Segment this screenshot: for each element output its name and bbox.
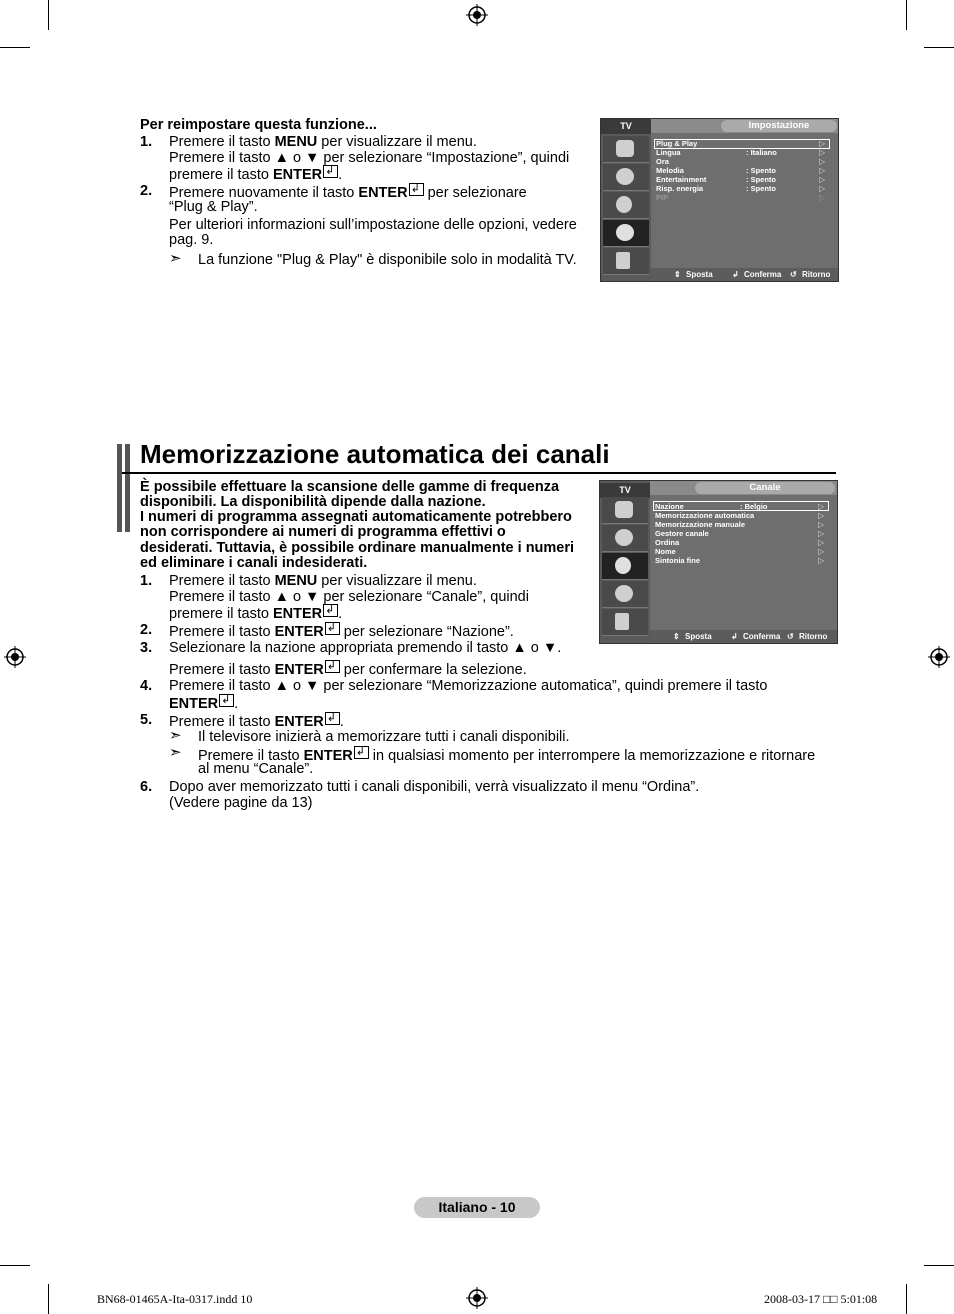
menu-item[interactable]: Risp. energia — [656, 184, 704, 193]
picture-menu-icon — [603, 136, 649, 163]
page-number-badge: Italiano - 10 — [414, 1197, 540, 1218]
menu-item-value: : Spento — [746, 166, 776, 175]
menu-item[interactable]: Ora — [656, 157, 669, 166]
arrow-right-icon: ▷ — [818, 547, 825, 556]
menu-item[interactable]: Nazione — [655, 502, 684, 511]
updown-icon: ⇕ — [673, 632, 680, 641]
step-text: Premere il tasto ▲ o ▼ per selezionare “Memorizzazione automatica”, quindi premere il tasto — [169, 678, 768, 694]
step-number: 1. — [140, 573, 153, 589]
crop-mark — [906, 1284, 907, 1314]
step-number: 2. — [140, 183, 153, 199]
menu-footer — [651, 268, 838, 281]
intro-text: non corrispondere ai numeri di programma effettivi o — [140, 524, 506, 540]
tv-label: TV — [600, 483, 650, 498]
step-text: Premere il tasto ENTER↲ per confermare la selezione. — [169, 660, 527, 678]
sound-menu-icon — [602, 525, 648, 552]
footer-move: Sposta — [685, 632, 712, 641]
arrow-right-icon: ▷ — [819, 193, 826, 202]
step-number: 6. — [140, 779, 153, 795]
input-menu-icon — [603, 248, 649, 275]
note-arrow-icon: ➣ — [169, 250, 182, 267]
step-number: 1. — [140, 134, 153, 150]
arrow-right-icon: ▷ — [819, 166, 826, 175]
arrow-right-icon: ▷ — [818, 529, 825, 538]
step-text: (Vedere pagine da 13) — [169, 795, 313, 811]
intro-text: desiderati. Tuttavia, è possibile ordinare manualmente i numeri — [140, 540, 575, 556]
registration-mark-icon — [4, 646, 26, 668]
menu-item[interactable]: Memorizzazione manuale — [655, 520, 746, 529]
setup-menu-icon — [602, 581, 648, 608]
menu-item-value: : Italiano — [746, 148, 777, 157]
arrow-right-icon: ▷ — [819, 175, 826, 184]
note-text: al menu “Canale”. — [198, 761, 314, 777]
step-text: Per ulteriori informazioni sull’impostazione delle opzioni, vedere — [169, 217, 577, 233]
tv-label: TV — [601, 119, 651, 134]
title-underline — [122, 472, 836, 474]
arrow-right-icon: ▷ — [818, 538, 825, 547]
enter-icon — [323, 165, 338, 178]
step-text: Dopo aver memorizzato tutti i canali disponibili, verrà visualizzato il menu “Ordina”. — [169, 779, 700, 795]
enter-icon — [354, 746, 369, 759]
footer-move: Sposta — [686, 270, 713, 279]
intro-text: È possibile effettuare la scansione delle gamme di frequenza — [140, 479, 560, 495]
enter-icon — [325, 660, 340, 673]
enter-icon — [325, 622, 340, 635]
menu-footer — [650, 630, 837, 643]
section1-heading: Per reimpostare questa funzione... — [140, 117, 377, 133]
menu-item[interactable]: Sintonia fine — [655, 556, 700, 565]
arrow-right-icon: ▷ — [819, 139, 826, 148]
channel-menu-icon — [603, 192, 649, 219]
enter-icon — [219, 694, 234, 707]
menu-item[interactable]: Nome — [655, 547, 676, 556]
step-text: premere il tasto ENTER↲ . — [169, 604, 342, 622]
menu-title: Canale — [695, 482, 835, 494]
registration-mark-icon — [466, 1287, 488, 1309]
menu-title: Impostazione — [721, 120, 837, 132]
title-bar-accent — [125, 444, 130, 532]
intro-text: disponibili. La disponibilità dipende dalla nazione. — [140, 494, 486, 510]
arrow-right-icon: ▷ — [818, 556, 825, 565]
step-text: ENTER↲ . — [169, 694, 238, 712]
footer-timestamp: 2008-03-17 □□ 5:01:08 — [764, 1292, 878, 1306]
menu-item[interactable]: Ordina — [655, 538, 680, 547]
footer-return: Ritorno — [799, 632, 828, 641]
arrow-right-icon: ▷ — [819, 148, 826, 157]
menu-item[interactable]: Lingua — [656, 148, 681, 157]
intro-text: I numeri di programma assegnati automaticamente potrebbero — [140, 509, 572, 525]
enter-icon: ↲ — [732, 270, 739, 279]
step-text: Premere il tasto ENTER↲ per selezionare “Nazione”. — [169, 622, 514, 640]
step-number: 5. — [140, 712, 153, 728]
footer-enter: Conferma — [744, 270, 782, 279]
channel-menu-icon — [602, 553, 648, 580]
menu-item-value: : Belgio — [740, 502, 768, 511]
crop-mark — [924, 1265, 954, 1266]
note-text: La funzione "Plug & Play" è disponibile solo in modalità TV. — [198, 252, 577, 268]
enter-icon — [325, 712, 340, 725]
sound-menu-icon — [603, 164, 649, 191]
setup-menu-icon — [603, 220, 649, 247]
crop-mark — [48, 1284, 49, 1314]
step-text: Premere il tasto MENU per visualizzare il menu. — [169, 573, 477, 589]
tv-menu-screen-impostazione — [600, 118, 839, 282]
menu-item[interactable]: Gestore canale — [655, 529, 709, 538]
step-text: Premere il tasto ▲ o ▼ per selezionare “Canale”, quindi — [169, 589, 529, 605]
picture-menu-icon — [602, 497, 648, 524]
note-text: Il televisore inizierà a memorizzare tutti i canali disponibili. — [198, 729, 570, 745]
menu-item-value: : Spento — [746, 175, 776, 184]
menu-item[interactable]: Entertainment — [656, 175, 707, 184]
arrow-right-icon: ▷ — [818, 520, 825, 529]
step-number: 3. — [140, 640, 153, 656]
enter-icon: ↲ — [731, 632, 738, 641]
menu-item[interactable]: Memorizzazione automatica — [655, 511, 755, 520]
crop-mark — [0, 47, 30, 48]
step-text: premere il tasto ENTER↲ . — [169, 165, 342, 183]
crop-mark — [48, 0, 49, 30]
menu-item[interactable]: Melodia — [656, 166, 684, 175]
enter-icon — [409, 183, 424, 196]
return-icon: ↺ — [787, 632, 794, 641]
step-number: 4. — [140, 678, 153, 694]
step-text: Premere il tasto ENTER↲ . — [169, 712, 344, 730]
enter-icon — [323, 604, 338, 617]
registration-mark-icon — [466, 4, 488, 26]
note-arrow-icon: ➣ — [169, 727, 182, 744]
intro-text: ed eliminare i canali indesiderati. — [140, 555, 368, 571]
title-bar-accent — [117, 444, 122, 532]
arrow-right-icon: ▷ — [818, 502, 825, 511]
step-text: Premere nuovamente il tasto ENTER↲ per selezionare — [169, 183, 527, 201]
menu-item[interactable]: Plug & Play — [656, 139, 698, 148]
menu-item[interactable]: PIP — [656, 193, 669, 202]
footer-return: Ritorno — [802, 270, 831, 279]
arrow-right-icon: ▷ — [819, 184, 826, 193]
step-text: “Plug & Play”. — [169, 199, 258, 215]
step-number: 2. — [140, 622, 153, 638]
registration-mark-icon — [928, 646, 950, 668]
step-text: Premere il tasto MENU per visualizzare il menu. — [169, 134, 477, 150]
menu-item-value: : Spento — [746, 184, 776, 193]
arrow-right-icon: ▷ — [819, 157, 826, 166]
note-text: Premere il tasto ENTER↲ in qualsiasi momento per interrompere la memorizzazione e ritornare — [198, 746, 815, 764]
crop-mark — [924, 47, 954, 48]
return-icon: ↺ — [790, 270, 797, 279]
section-title: Memorizzazione automatica dei canali — [140, 439, 610, 469]
updown-icon: ⇕ — [674, 270, 681, 279]
tv-menu-screen-canale — [599, 480, 838, 644]
arrow-right-icon: ▷ — [818, 511, 825, 520]
footer-filename: BN68-01465A-Ita-0317.indd 10 — [97, 1292, 253, 1306]
step-text: Selezionare la nazione appropriata premendo il tasto ▲ o ▼. — [169, 640, 562, 656]
step-text: pag. 9. — [169, 232, 214, 248]
crop-mark — [0, 1265, 30, 1266]
step-text: Premere il tasto ▲ o ▼ per selezionare “Impostazione”, quindi — [169, 150, 570, 166]
crop-mark — [906, 0, 907, 30]
input-menu-icon — [602, 609, 648, 636]
note-arrow-icon: ➣ — [169, 744, 182, 761]
footer-enter: Conferma — [743, 632, 781, 641]
